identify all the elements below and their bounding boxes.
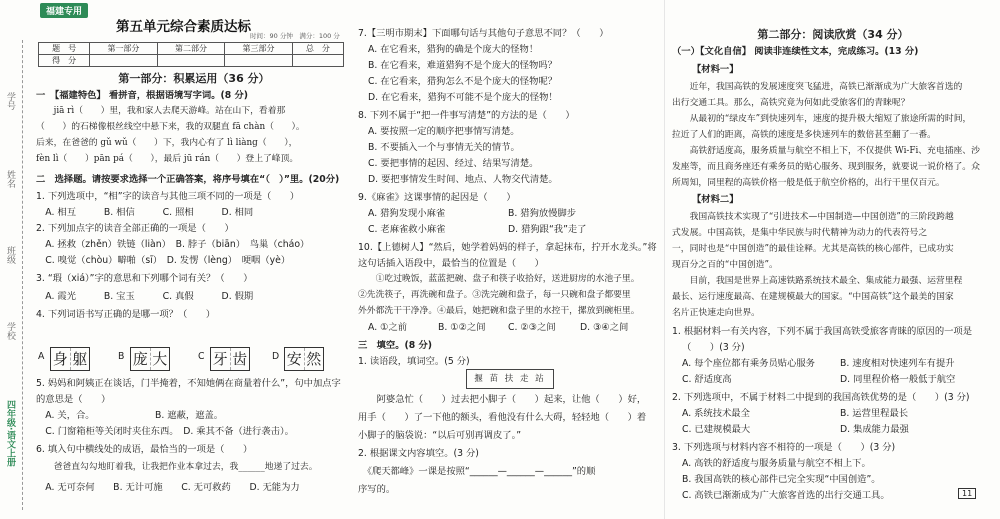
q7-option[interactable]: D. 在它看来，猎狗不可能不是个庞大的怪物！ <box>368 92 558 103</box>
q2-item: A. 拯救（zhěn）铁链（liàn） B. 脖子（biān） 鸟巢（cháo） <box>36 239 310 250</box>
word-choice-a[interactable] <box>50 347 90 371</box>
q2-item: C. 嗅觉（chòu）噼啪（sī） D. 发愣（lèng） 哽咽（yè） <box>36 255 291 266</box>
material-1-title: 【材料一】 <box>692 64 739 75</box>
material-1-line: 从最初的“绿皮车”到快速列车，速度的提升极大缩短了旅途所需的时间， <box>672 114 972 124</box>
q2-item: 2. 下列加点字的读音全部正确的一项是（ ） <box>36 223 234 234</box>
q10-option[interactable]: C. ②③之间 <box>508 322 556 333</box>
gutter-label-class: 班级 <box>5 246 15 264</box>
material-1-line: 近年，我国高铁的发展速度突飞猛进，高铁已渐渐成为广大旅客首选的 <box>672 82 963 92</box>
score-cell: 总 分 <box>292 43 343 55</box>
q9-option[interactable]: D. 猎狗跟“我”走了 <box>508 224 587 235</box>
material-2-line: 现百分之百的“中国创造”。 <box>672 260 778 270</box>
r-q3: 3. 下列选项与材料内容不相符的一项是（ ）(3 分) <box>672 442 896 453</box>
q9-option[interactable]: A. 猎狗发现小麻雀 <box>368 208 446 219</box>
character: 齿 <box>232 350 248 368</box>
q2-item: 3. “瑕（xiá）”字的意思和下列哪个词有关？（ ） <box>36 273 253 284</box>
word-choice-b[interactable] <box>130 347 170 371</box>
r-q2: 2. 下列选项中，不属于材料二中提到的我国高铁优势的是（ ）(3 分) <box>672 392 970 403</box>
fill-line: 2. 根据课文内容填空。(3 分) <box>358 448 479 459</box>
column-left <box>36 0 352 519</box>
choice-label: C <box>198 351 205 362</box>
q10-option[interactable]: B. ①②之间 <box>438 322 486 333</box>
score-cell: 第三部分 <box>225 43 293 55</box>
score-cell: 得 分 <box>39 55 90 67</box>
character: 庞 <box>131 348 151 370</box>
r-q3-option[interactable]: B. 我国高铁的核心部件已完全实现“中国创造”。 <box>682 474 881 485</box>
q1-line: jiā rì（ ）里，我和家人去爬天游峰。站在山下，看着那 <box>36 106 286 116</box>
material-2-line: 最长、运行速度最高、在建规模最大的国家。“中国高铁”这个最美的国家 <box>672 292 954 302</box>
r-q3-option[interactable]: A. 高铁的舒适度与服务质量与航空不相上下。 <box>682 458 871 469</box>
q2-item: C. 门窗箱柜等关闭时夹住东西。 D. 乘其不备（进行袭击）。 <box>36 426 294 437</box>
gutter-label-student-id: 学号 <box>5 92 15 110</box>
q2-item: 6. 填入句中横线处的成语，最恰当的一项是（ ） <box>36 444 253 455</box>
material-2-title: 【材料二】 <box>692 194 739 205</box>
q2-item: 1. 下列选项中，“相”字的读音与其他三项不同的一项是（ ） <box>36 191 300 202</box>
q2-item: 4. 下列词语书写正确的是哪一项？（ ） <box>36 309 216 320</box>
material-1-line: 高铁舒适度高，服务质量与航空不相上下，不仅提供 Wi-Fi、充电插座、沙 <box>672 146 980 156</box>
q1-line: 后来，在爸爸的 gǔ wǔ（ ）下，我内心有了 lì liàng（ ）， <box>36 138 298 148</box>
q8-option[interactable]: C. 要把事情的起因、经过、结果写清楚。 <box>368 158 539 169</box>
fill-line[interactable]: 阿婆急忙（ ）过去把小脚子（ ）起来，让他（ ）好， <box>358 394 647 405</box>
character: 然 <box>306 350 322 368</box>
q2-item: A. 无可奈何 B. 无计可施 C. 无可救药 D. 无能为力 <box>36 482 300 493</box>
reading-a-heading: （一）【文化自信】 阅读非连续性文本，完成练习。(13 分) <box>672 46 919 57</box>
word-bank-box: 揠 苗 扶 走 站 <box>466 369 554 389</box>
score-cell: 题 号 <box>39 43 90 55</box>
cut-line <box>22 40 23 510</box>
material-2-line: 目前，我国是世界上高速铁路系统技术最全、集成能力最强、运营里程 <box>672 276 963 286</box>
q10-option[interactable]: D. ③④之间 <box>580 322 629 333</box>
region-flag: 福建专用 <box>40 3 88 18</box>
gutter-grade-tag: 四年级·语文上册 <box>5 400 15 467</box>
part1-heading: 第一部分：积累运用（36 分） <box>118 72 270 85</box>
r-q2-option[interactable]: A. 系统技术最全 <box>682 408 750 419</box>
q2-item: A. 霞光 B. 宝玉 C. 真假 D. 假期 <box>36 291 254 302</box>
binding-gutter <box>0 0 36 519</box>
material-2-line: 一，同时也是“中国创造”的最佳诠释。尤其是高铁的核心部件，已成功实 <box>672 244 954 254</box>
material-1-line: 拉近了人们的距离，高铁的速度是多快速列车的数倍甚至翻了一番。 <box>672 130 936 140</box>
q2-item: 的意思是（ ） <box>36 394 111 405</box>
q9-option[interactable]: B. 猎狗放慢脚步 <box>508 208 577 219</box>
q10-line: 外外都洗干干净净。④最后，她把碗和盘子里的水控干，摞放到碗柜里。 <box>358 306 640 316</box>
q10-line: ①吃过晚饭，蓝蓝把碗、盘子和筷子收拾好，送进厨房的水池子里。 <box>358 274 640 284</box>
r-q1-option[interactable]: C. 舒适度高 <box>682 374 732 385</box>
page-fold-divider <box>664 0 665 519</box>
column-middle <box>358 0 660 519</box>
choice-label: A <box>38 351 45 362</box>
q10-heading: 10.【上德树人】“然后，她学着妈妈的样子，拿起抹布，拧开水龙头。”将 <box>358 242 657 253</box>
q1-line: （ ）的石梯像根丝线空中悬下来，我的双腿直 fā chàn（ ）。 <box>36 122 305 132</box>
q1-heading: 一 【福建特色】 看拼音，根据语境写字词。(8 分) <box>36 90 249 101</box>
score-cell: 第一部分 <box>90 43 158 55</box>
r-q1b: （ ）(3 分) <box>682 342 745 353</box>
r-q1-option[interactable]: A. 每个座位都有乘务员贴心服务 <box>682 358 815 369</box>
r-q1-option[interactable]: B. 速度相对快速列车有提升 <box>840 358 955 369</box>
character: 大 <box>152 350 168 368</box>
q10-option[interactable]: A. ①之前 <box>368 322 408 333</box>
q9-option[interactable]: C. 老麻雀救小麻雀 <box>368 224 446 235</box>
q9-heading: 9.《麻雀》这课事情的起因是（ ） <box>358 192 516 203</box>
fill-line[interactable]: 《爬天都峰》一课是按照“______—______—______”的顺 <box>358 466 596 477</box>
exam-meta: 时间：90 分钟 满分：100 分 <box>250 32 340 40</box>
r-q2-option[interactable]: C. 已建规模最大 <box>682 424 751 435</box>
r-q3-option[interactable]: C. 高铁已渐渐成为广大旅客首选的出行交通工具。 <box>682 490 890 501</box>
column-right <box>672 0 994 519</box>
q8-option[interactable]: D. 要把事情发生时间、地点、人物交代清楚。 <box>368 174 558 185</box>
character: 身 <box>51 348 71 370</box>
q3-sub: 1. 读语段，填词空。(5 分) <box>358 356 470 367</box>
q8-heading: 8. 下列不属于“把一件事写清楚”的方法的是（ ） <box>358 110 575 121</box>
word-choice-d[interactable] <box>284 347 324 371</box>
material-2-line: 我国高铁技术实现了“引进技术—中国制造—中国创造”的三阶段跨越 <box>672 212 954 222</box>
q7-option[interactable]: B. 在它看来，难道猎狗不是个庞大的怪物吗？ <box>368 60 557 71</box>
r-q1-option[interactable]: D. 同里程价格一般低于航空 <box>840 374 956 385</box>
character: 躯 <box>72 350 88 368</box>
q1-line: fèn lì（ ）pān pá（ ），最后 jū rán（ ）登上了峰顶。 <box>36 154 299 164</box>
q8-option[interactable]: A. 要按照一定的顺序把事情写清楚。 <box>368 126 520 137</box>
score-cell: 第二部分 <box>157 43 225 55</box>
q10-line: 这句话插入语段中，最恰当的位置是（ ） <box>358 258 544 269</box>
gutter-label-name: 姓名 <box>5 170 15 188</box>
q10-line: ②先洗筷子，再洗碗和盘子。③洗完碗和盘子，每一只碗和盘子都要里 <box>358 290 631 300</box>
q7-option[interactable]: C. 在它看来，猎狗怎么不是个庞大的怪物呢？ <box>368 76 558 87</box>
gutter-label-school: 学校 <box>5 322 15 340</box>
r-q1: 1. 根据材料一有关内容，下列不属于我国高铁受旅客青睐的原因的一项是 <box>672 326 973 337</box>
page-number: 11 <box>958 488 976 499</box>
q2-item: A. 关，合。 B. 遮蔽，遮盖。 <box>36 410 224 421</box>
q3-heading: 三 填空。(8 分) <box>358 340 432 351</box>
q2-item: A. 相互 B. 相信 C. 照相 D. 相同 <box>36 207 254 218</box>
fill-line: 序写的。 <box>358 484 396 495</box>
material-2-line: 名片正快速走向世界。 <box>672 308 760 318</box>
choice-label: D <box>272 351 280 362</box>
character: 牙 <box>211 348 231 370</box>
r-q2-option[interactable]: B. 运营里程最长 <box>840 408 909 419</box>
q2-item: 5. 妈妈和阿姨正在谈话，门半掩着，不知她俩在商量着什么”，句中加点字 <box>36 378 341 389</box>
q8-option[interactable]: B. 不要插入一个与事情无关的情节。 <box>368 142 520 153</box>
material-1-line: 出行交通工具。那么，高铁究竟为何如此受旅客们的青睐呢？ <box>672 98 910 108</box>
fill-line: 小脚子的脑袋说：“以后可别再调皮了。” <box>358 430 522 441</box>
q2-heading: 二 选择题。请按要求选择一个正确答案，将序号填在“（ ）”里。(20分) <box>36 174 340 185</box>
material-2-line: 式发展。中国高铁，是集中华民族与时代精神为动力的代表符号之 <box>672 228 928 238</box>
word-choice-c[interactable] <box>210 347 250 371</box>
q7-heading: 7.【三明市期末】下面哪句话与其他句子意思不同？（ ） <box>358 28 609 39</box>
q2-item: 爸爸直勾勾地盯着我，让我把作业本拿过去，我______地递了过去。 <box>36 462 318 472</box>
fill-line[interactable]: 用手（ ）了一下他的额头，看他没有什么大碍，轻轻地（ ）着 <box>358 412 647 423</box>
page-title: 第五单元综合素质达标 <box>116 19 251 35</box>
character: 安 <box>285 348 305 370</box>
choice-label: B <box>118 351 125 362</box>
part2-heading: 第二部分：阅读欣赏（34 分） <box>757 28 909 41</box>
q7-option[interactable]: A. 在它看来，猎狗的确是个庞大的怪物！ <box>368 44 539 55</box>
material-1-line: 所周知，同里程的高铁价格一般是低于航空价格的，出行干里仅百元。 <box>672 178 945 188</box>
material-1-line: 发座等，而且商务座还有乘务员的贴心服务、现到服务，就要说一说价格了。众 <box>672 162 980 172</box>
r-q2-option[interactable]: D. 集成能力最强 <box>840 424 909 435</box>
